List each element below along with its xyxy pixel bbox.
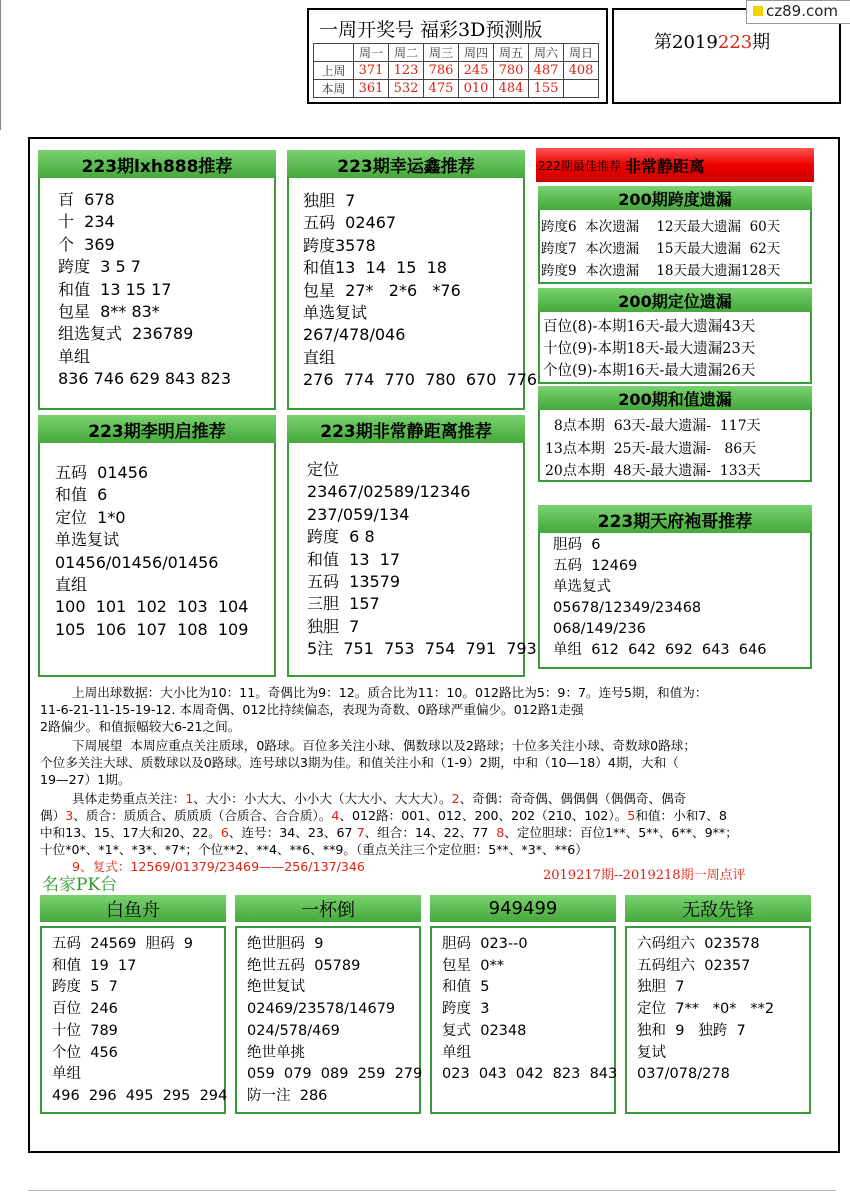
text-line: 独胆 7 <box>303 191 356 210</box>
best-recommend-banner: 222期最佳推荐 非常静距离 <box>536 148 814 182</box>
text-line: 绝世单挑 <box>247 1044 305 1061</box>
text-line: 836 746 629 843 823 <box>58 369 232 389</box>
draw-number: 361 <box>354 80 389 98</box>
pk-section-title: 名家PK台 <box>42 875 118 895</box>
text-line: 单组 <box>442 1044 471 1061</box>
weekday-label: 周五 <box>494 44 529 62</box>
draw-number: 371 <box>354 62 389 80</box>
text-line: 23467/02589/12346 <box>307 482 471 502</box>
draw-number: 532 <box>389 80 424 98</box>
text-line: 偶）3、质合：质质合、质质质（合质合、合合质）。4、012路：001、012、200、202（210、102）。5和值：小和7、8 <box>40 808 727 823</box>
draw-number: 780 <box>494 62 529 80</box>
analysis-next-week <box>40 737 696 788</box>
text-line: 百 678 <box>58 190 115 209</box>
text-line: 单组 612 642 692 643 646 <box>553 642 767 658</box>
text-line: 276 774 770 780 670 776 <box>303 370 538 390</box>
text-line: 独和 9 独跨 7 <box>637 1022 746 1039</box>
text-line: 个 369 <box>58 234 115 254</box>
text-line: 独胆 7 <box>637 979 685 996</box>
text-line: 三胆 157 <box>307 594 380 614</box>
weekday-label: 周六 <box>529 44 564 62</box>
text-line: 8点本期 63天-最大遗漏- 117天 <box>545 418 761 434</box>
text-line: 百位 246 <box>52 1001 118 1018</box>
weekday-label: 周二 <box>389 44 424 62</box>
text-line: 跨度9 本次遗漏 18天最大遗漏128天 <box>541 263 781 279</box>
site-logo[interactable]: cz89.com <box>746 0 850 24</box>
text-line: 068/149/236 <box>553 621 646 637</box>
text-line: 023 043 042 823 843 <box>442 1066 618 1083</box>
text-line: 独胆 7 <box>307 616 360 636</box>
text-line: 037/078/278 <box>637 1066 730 1083</box>
text-line: 十位 789 <box>52 1022 118 1039</box>
panel-xingyunxin-title: 223期幸运鑫推荐 <box>287 150 525 178</box>
text-line: 和值 19 17 <box>52 957 137 974</box>
text-line: 单选复式 <box>553 579 611 595</box>
panel-tianfu-title: 223期天府袍哥推荐 <box>538 505 812 533</box>
weekday-label: 周日 <box>564 44 599 62</box>
panel-xingyunxin-body <box>303 190 537 392</box>
text-line: 9、复式：12569/01379/23469——256/137/346 <box>40 859 365 874</box>
text-line: 定位 1*0 <box>55 507 126 527</box>
weekday-label: 周三 <box>424 44 459 62</box>
week-review-label: 2019217期--2019218期一周点评 <box>543 868 746 883</box>
text-line: 11-6-21-11-15-19-12. 本周奇偶、012比持续偏态，表现为奇数、0路球严重偏少。012路1走强 <box>40 702 584 717</box>
text-line: 2路偏少。和值振幅较大6-21之间。 <box>40 719 241 734</box>
panel-tianfu-body <box>553 535 766 661</box>
text-line: 496 296 495 295 294 <box>52 1087 228 1104</box>
text-line: 和值 13 15 17 <box>58 279 172 299</box>
pk-column-body <box>52 934 227 1108</box>
weekly-draw-table <box>313 43 599 98</box>
weekday-header-row <box>314 44 599 62</box>
text-line: 绝世复试 <box>247 979 305 996</box>
text-line: 和值 13 17 <box>307 549 401 569</box>
text-line: 059 079 089 259 279 <box>247 1066 423 1083</box>
panel-feichangjingjuli-body <box>307 459 537 661</box>
text-line: 105 106 107 108 109 <box>55 619 249 639</box>
panel-position-missing-body <box>543 316 755 382</box>
draw-number: 786 <box>424 62 459 80</box>
text-line: 5注 751 753 754 791 793 <box>307 639 537 659</box>
text-line: 中和13、15、17大和20、22。6、连号：34、23、67 7、组合：14、22、77 8、定位胆球：百位1**、5**、6**、9**； <box>40 825 738 840</box>
panel-limingqi-body <box>55 462 248 641</box>
panel-sum-missing-title: 200期和值遗漏 <box>538 386 812 410</box>
text-line: 单组 <box>58 346 91 366</box>
text-line: 下周展望 本周应重点关注质球，0路球。百位多关注小球、偶数球以及2路球；十位多关注小球、奇数球0路球； <box>40 738 696 753</box>
text-line: 个位多关注大球、质数球以及0路球。连号球以3期为佳。和值关注小和（1-9）2期，中和（10—18）4期，大和（ <box>40 755 679 770</box>
draw-number <box>564 80 599 98</box>
text-line: 十位(9)-本期18天-最大遗漏23天 <box>543 341 756 357</box>
draw-number: 123 <box>389 62 424 80</box>
text-line: 01456/01456/01456 <box>55 552 219 572</box>
text-line: 02469/23578/14679 <box>247 1001 396 1018</box>
pk-column-title: 一杯倒 <box>235 895 421 922</box>
text-line: 百位(8)-本期16天-最大遗漏43天 <box>543 319 756 335</box>
text-line: 复式 02348 <box>442 1022 527 1039</box>
pk-column-body <box>247 934 422 1108</box>
weekday-label: 周一 <box>354 44 389 62</box>
text-line: 个位 456 <box>52 1044 118 1061</box>
text-line: 五码 01456 <box>55 463 149 482</box>
text-line: 五码 12469 <box>553 558 638 574</box>
pk-column-body <box>637 934 774 1086</box>
text-line: 267/478/046 <box>303 325 406 345</box>
last-week-row <box>314 62 599 80</box>
text-line: 跨度 3 <box>442 1001 490 1018</box>
panel-sum-missing-body <box>545 415 761 483</box>
weekly-draw-panel <box>307 8 608 104</box>
weekly-draw-title: 一周开奖号 福彩3D预测版 <box>319 19 543 41</box>
pk-column-title: 无敌先锋 <box>625 895 811 922</box>
text-line: 100 101 102 103 104 <box>55 597 249 617</box>
pk-column-title: 白鱼舟 <box>40 895 226 922</box>
text-line: 胆码 023--0 <box>442 936 528 952</box>
draw-number: 487 <box>529 62 564 80</box>
panel-lxh888-title: 223期lxh888推荐 <box>38 150 276 178</box>
panel-span-missing-title: 200期跨度遗漏 <box>538 186 812 210</box>
logo-square-icon <box>753 6 763 16</box>
text-line: 05678/12349/23468 <box>553 600 702 616</box>
analysis-last-week <box>40 684 707 735</box>
text-line: 组选复式 236789 <box>58 324 194 344</box>
text-line: 13点本期 25天-最大遗漏- 86天 <box>545 440 757 457</box>
text-line: 上周出球数据：大小比为10：11。奇偶比为9：12。质合比为11：10。012路比为5：9：7。连号5期，和值为： <box>40 685 708 700</box>
text-line: 跨度 5 7 <box>52 979 118 996</box>
text-line: 直组 <box>303 347 336 367</box>
text-line: 五码组六 02357 <box>637 957 751 974</box>
text-line: 单组 <box>52 1066 81 1083</box>
text-line: 绝世五码 05789 <box>247 957 361 974</box>
row-label: 上周 <box>314 62 354 80</box>
text-line: 19—27）1期。 <box>40 772 131 787</box>
text-line: 跨度6 本次遗漏 12天最大遗漏 60天 <box>541 219 781 235</box>
text-line: 20点本期 48天-最大遗漏- 133天 <box>545 463 761 479</box>
text-line: 跨度 3 5 7 <box>58 257 141 277</box>
text-line: 024/578/469 <box>247 1022 340 1039</box>
text-line: 个位(9)-本期16天-最大遗漏26天 <box>543 363 756 379</box>
panel-limingqi-title: 223期李明启推荐 <box>38 415 276 443</box>
text-line: 五码 02467 <box>303 213 397 233</box>
draw-number: 010 <box>459 80 494 98</box>
text-line: 复试 <box>637 1044 666 1061</box>
text-line: 六码组六 023578 <box>637 936 760 952</box>
text-line: 跨度3578 <box>303 235 376 255</box>
text-line: 五码 13579 <box>307 572 401 592</box>
left-margin-line <box>0 0 1 130</box>
text-line: 包星 8** 83* <box>58 302 160 322</box>
panel-feichangjingjuli-title: 223期非常静距离推荐 <box>287 415 525 443</box>
panel-position-missing-title: 200期定位遗漏 <box>538 288 812 312</box>
pk-column-title: 949499 <box>430 895 616 922</box>
text-line: 具体走势重点关注：1、大小：小大大、小小大（大大小、大大大）。2、奇偶：奇奇偶、偶偶偶（偶偶奇、偶奇 <box>40 791 687 806</box>
text-line: 绝世胆码 9 <box>247 936 324 952</box>
text-line: 十位*0*、*1*、*3*、*7*；个位**2、**4、**6、**9。（重点关注三个定位胆：5**、*3*、**6） <box>40 842 588 857</box>
text-line: 跨度7 本次遗漏 15天最大遗漏 62天 <box>541 241 781 257</box>
text-line: 和值 6 <box>55 485 108 505</box>
text-line: 直组 <box>55 575 88 595</box>
text-line: 十 234 <box>58 212 115 232</box>
text-line: 跨度 6 8 <box>307 527 375 547</box>
text-line: 和值 5 <box>442 979 490 996</box>
text-line: 防一注 286 <box>247 1087 328 1104</box>
row-label: 本周 <box>314 80 354 98</box>
bottom-divider <box>28 1190 836 1191</box>
text-line: 单选复试 <box>303 303 368 323</box>
issue-number: 第2019223期 <box>654 32 771 53</box>
text-line: 包星 27* 2*6 *76 <box>303 280 461 300</box>
panel-lxh888-body <box>58 189 231 391</box>
weekday-label: 周四 <box>459 44 494 62</box>
draw-number: 245 <box>459 62 494 80</box>
text-line: 五码 24569 胆码 9 <box>52 936 194 952</box>
text-line: 定位 <box>307 460 340 479</box>
text-line: 胆码 6 <box>553 537 601 553</box>
text-line: 包星 0** <box>442 957 504 974</box>
draw-number: 155 <box>529 80 564 98</box>
text-line: 单选复试 <box>55 530 120 550</box>
draw-number: 484 <box>494 80 529 98</box>
draw-number: 408 <box>564 62 599 80</box>
panel-span-missing-body <box>541 216 780 282</box>
this-week-row <box>314 80 599 98</box>
text-line: 和值13 14 15 18 <box>303 258 447 278</box>
analysis-trend-focus <box>40 790 738 875</box>
text-line: 237/059/134 <box>307 504 410 524</box>
draw-number: 475 <box>424 80 459 98</box>
pk-column-body <box>442 934 617 1086</box>
text-line: 定位 7** *0* **2 <box>637 1001 775 1018</box>
